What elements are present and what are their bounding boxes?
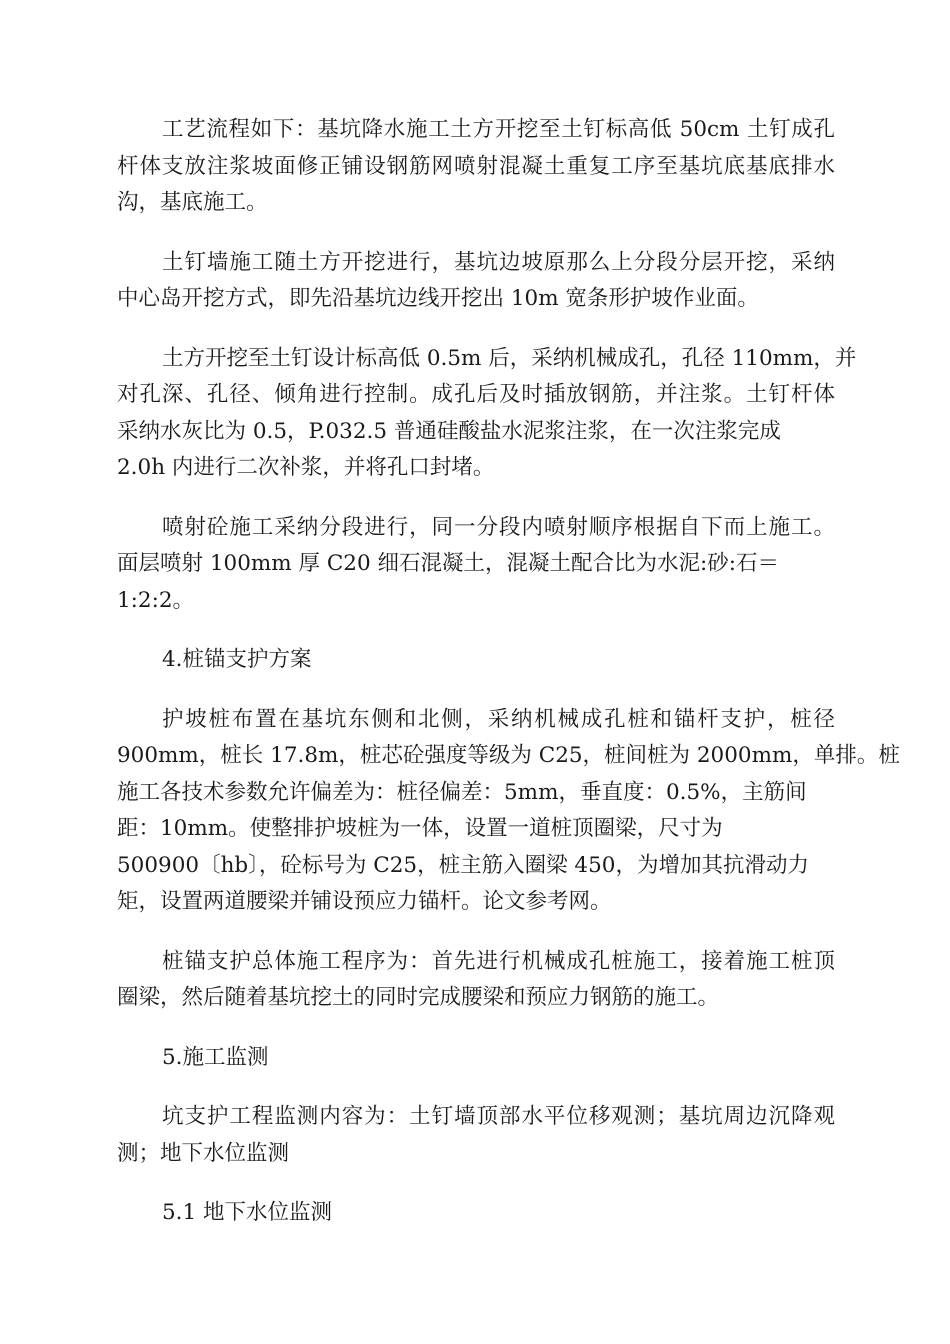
text-line: 测；地下水位监测 (117, 1140, 290, 1166)
section-heading-monitoring (117, 1040, 835, 1077)
text-line: 护坡桩布置在基坑东侧和北侧，采纳机械成孔桩和锚杆支护，桩径 (162, 706, 835, 732)
paragraph-pile-layout (117, 702, 900, 921)
section-heading-groundwater (117, 1195, 835, 1232)
text-line: 距：10mm。使整排护坡桩为一体，设置一道桩顶圈梁，尺寸为 (117, 816, 723, 841)
section-heading-pile-anchor (117, 642, 835, 679)
text-line: 对孔深、孔径、倾角进行控制。成孔后及时插放钢筋，并注浆。土钉杆体 (117, 382, 835, 407)
text-line: 喷射砼施工采纳分段进行，同一分段内喷射顺序根据自下而上施工。 (162, 514, 835, 540)
paragraph-soil-nail-wall (117, 245, 835, 318)
text-line: 坑支护工程监测内容为：土钉墙顶部水平位移观测；基坑周边沉降观 (162, 1104, 835, 1129)
paragraph-pile-procedure (117, 944, 835, 1017)
text-line: 圈梁，然后随着基坑挖土的同时完成腰梁和预应力钢筋的施工。 (117, 985, 720, 1010)
text-line: 沟，基底施工。 (117, 190, 268, 215)
section-heading: 5.1 地下水位监测 (162, 1200, 333, 1225)
document-page (117, 112, 900, 1255)
text-line: 工艺流程如下：基坑降水施工土方开挖至土钉标高低 50cm 土钉成孔 (162, 117, 835, 142)
section-heading: 4.桩锚支护方案 (162, 647, 312, 672)
section-heading: 5.施工监测 (162, 1044, 269, 1070)
text-line: 2.0h 内进行二次补浆，并将孔口封堵。 (117, 455, 495, 480)
text-line: 杆体支放注浆坡面修正铺设钢筋网喷射混凝土重复工序至基坑底基底排水 (117, 153, 835, 179)
text-line: 土钉墙施工随土方开挖进行，基坑边坡原那么上分段分层开挖，采纳 (162, 249, 835, 275)
text-line: 采纳水灰比为 0.5，P.032.5 普通硅酸盐水泥浆注浆，在一次注浆完成 (117, 418, 781, 444)
text-line: 施工各技术参数允许偏差为：桩径偏差：5mm，垂直度：0.5%，主筋间 (117, 779, 807, 805)
text-line: 900mm，桩长 17.8m，桩芯砼强度等级为 C25，桩间桩为 2000mm，单排。桩 (117, 743, 900, 768)
paragraph-shotcrete (117, 510, 835, 620)
text-line: 1:2:2。 (117, 587, 195, 613)
text-line: 500900〔hb〕，砼标号为 C25，桩主筋入圈梁 450，为增加其抗滑动力 (117, 852, 809, 878)
text-line: 桩锚支护总体施工程序为：首先进行机械成孔桩施工，接着施工桩顶 (162, 948, 835, 974)
text-line: 中心岛开挖方式，即先沿基坑边线开挖出 10m 宽条形护坡作业面。 (117, 286, 759, 311)
text-line: 矩，设置两道腰梁并铺设预应力锚杆。论文参考网。 (117, 889, 612, 914)
text-line: 土方开挖至土钉设计标高低 0.5m 后，采纳机械成孔，孔径 110mm，并 (162, 345, 857, 371)
text-line: 面层喷射 100mm 厚 C20 细石混凝土，混凝土配合比为水泥:砂:石＝ (117, 551, 779, 576)
paragraph-excavation (117, 341, 857, 487)
paragraph-monitoring-content (117, 1099, 835, 1172)
paragraph-process-flow (117, 112, 835, 222)
